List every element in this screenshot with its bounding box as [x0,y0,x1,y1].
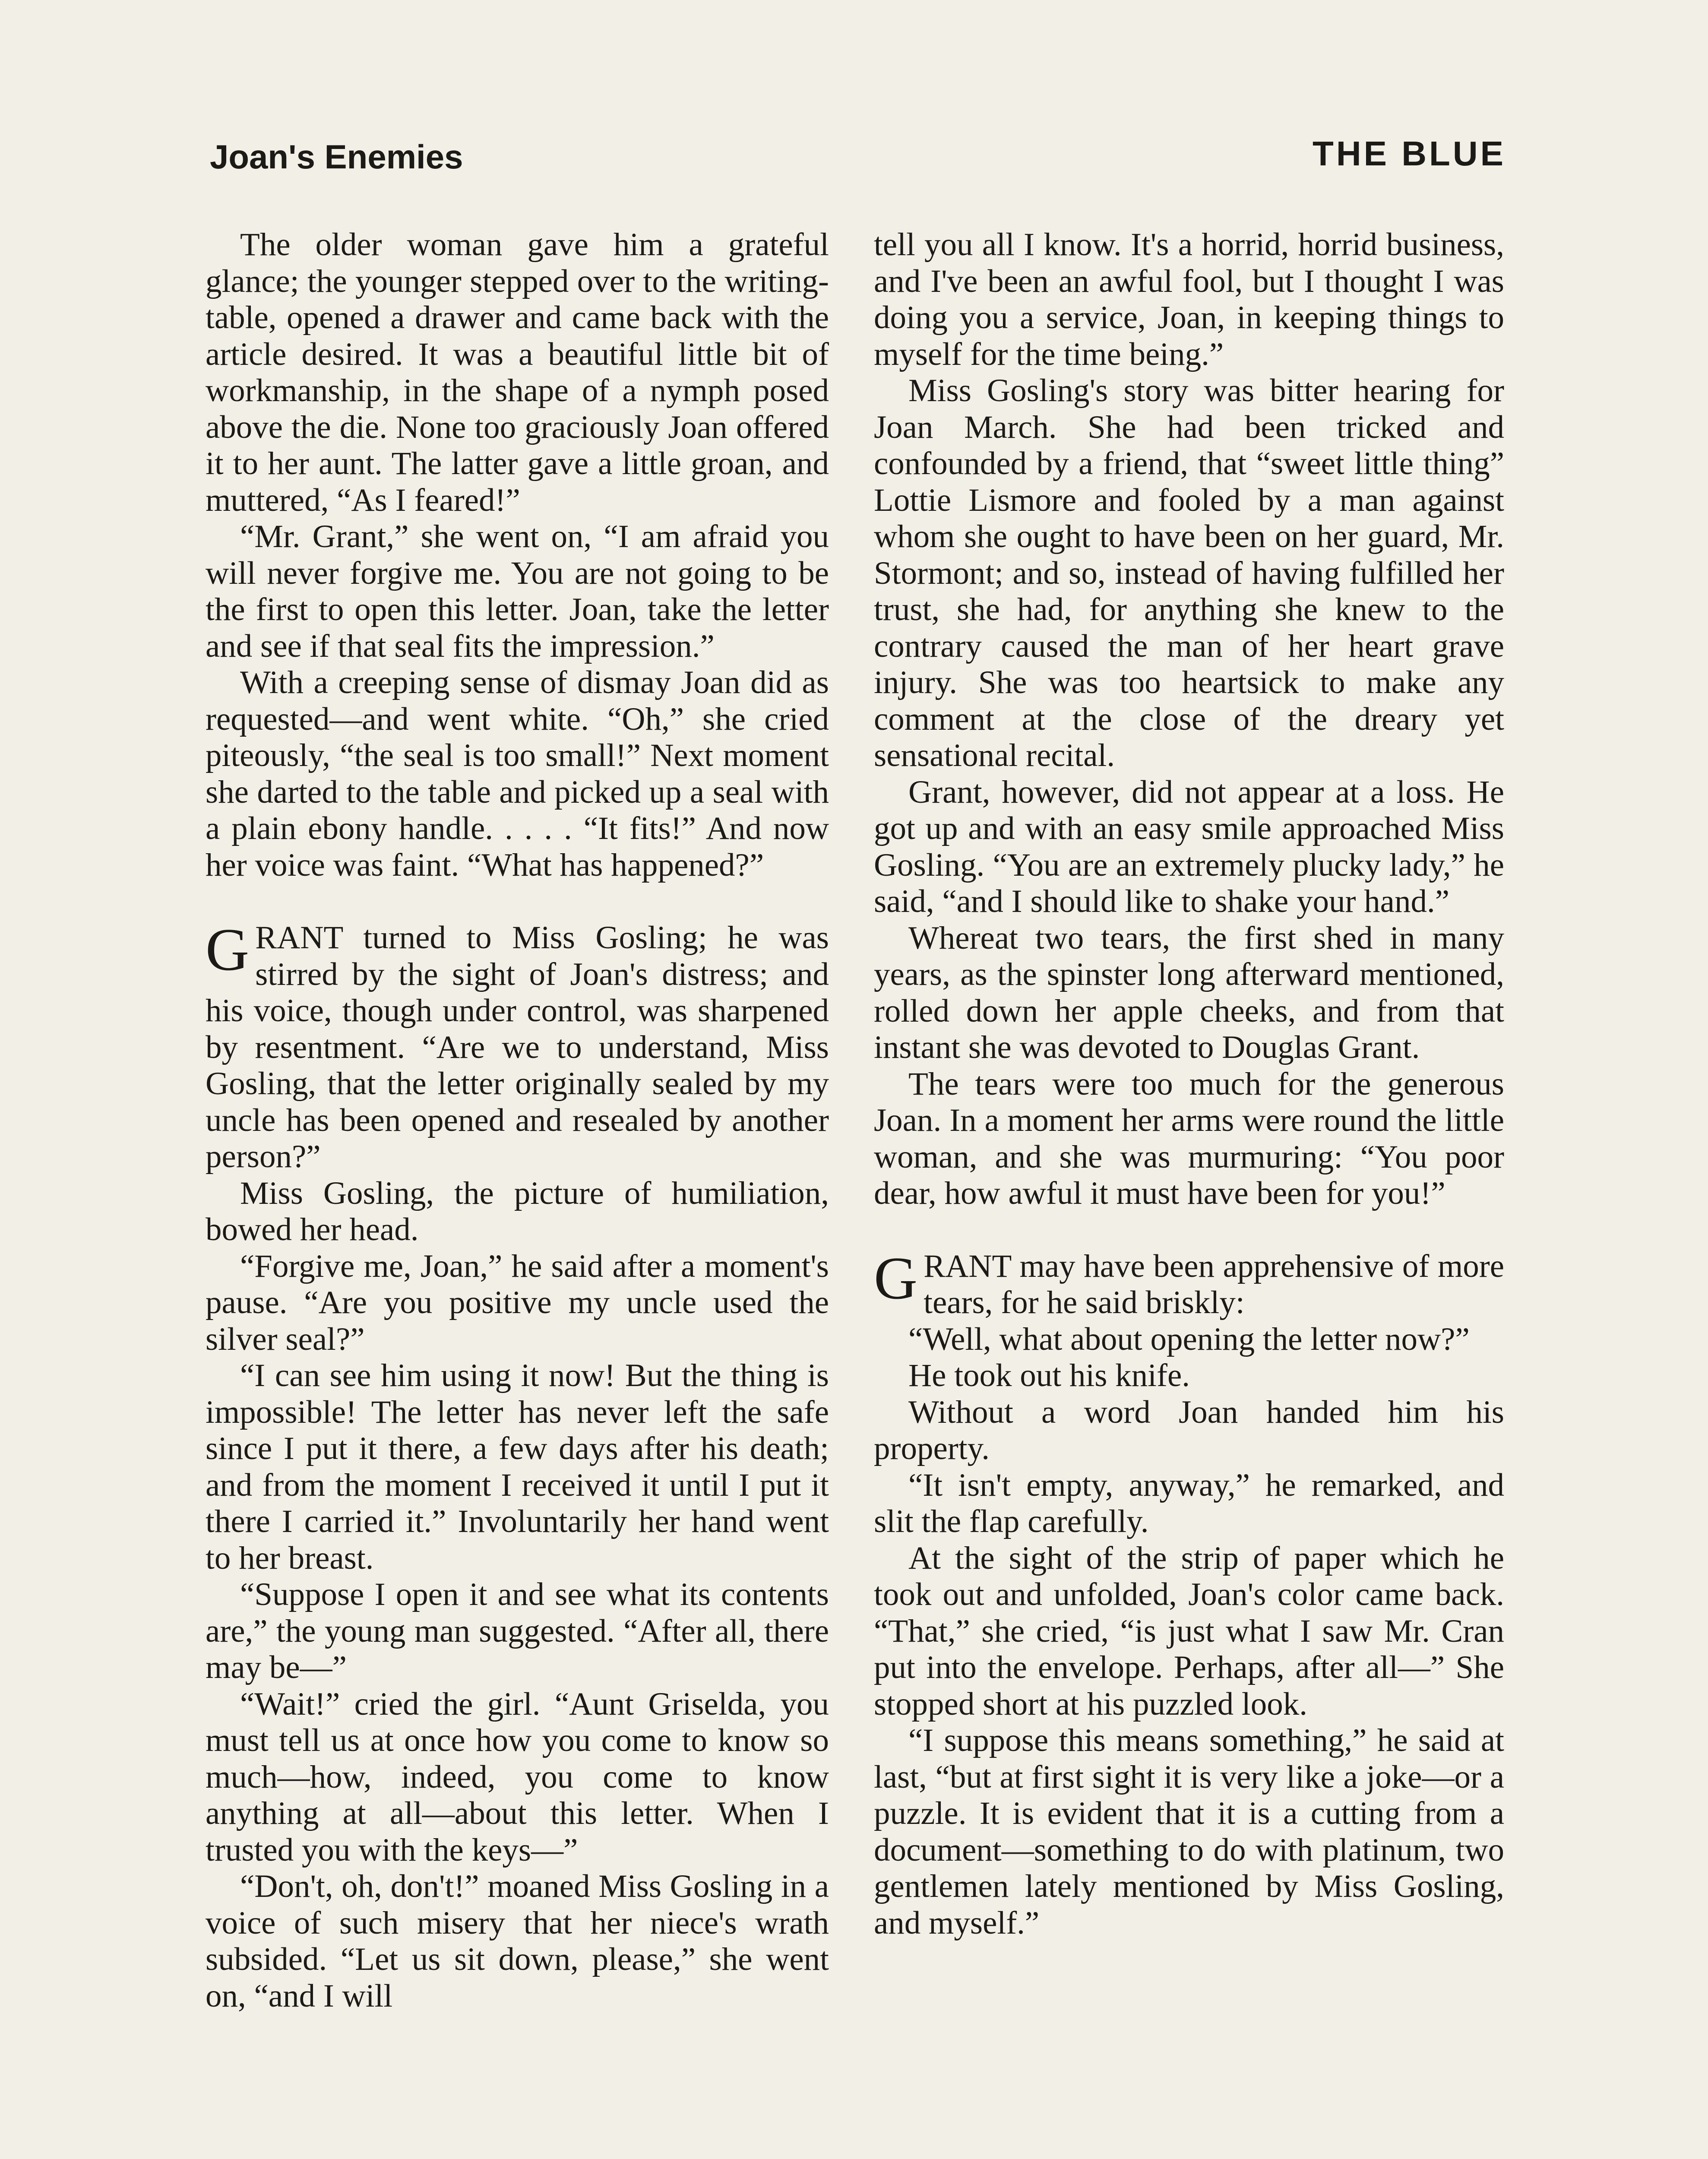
paragraph: At the sight of the strip of paper which he took out and unfolded, Joan's color came back. “That,” she cried, “is just what I saw Mr. Cran put into the envelope. Perhaps, after all—” She stopped short at his puzzled look. [874,1540,1504,1722]
paragraph: Without a word Joan handed him his property. [874,1394,1504,1466]
paragraph-continued: tell you all I know. It's a horrid, horrid business, and I've been an awful fool, but I thought I was doing you a service, Joan, in keeping things to myself for the time being.” [874,227,1504,372]
section-start-paragraph: GRANT may have been apprehensive of more tears, for he said briskly: [874,1244,1504,1320]
running-header-title: Joan's Enemies [210,138,463,176]
paragraph: “Forgive me, Joan,” he said after a moment's pause. “Are you positive my uncle used the silver seal?” [206,1248,829,1357]
paragraph: “Don't, oh, don't!” moaned Miss Gosling in a voice of such misery that her niece's wrath subsided. “Let us sit down, please,” she went on, “and I will [206,1868,829,2014]
paragraph: Whereat two tears, the first shed in many years, as the spinster long afterward mentioned, rolled down her apple cheeks, and from that instant she was devoted to Douglas Grant. [874,920,1504,1065]
paragraph: Miss Gosling's story was bitter hearing for Joan March. She had been tricked and confounded by a friend, that “sweet little thing” Lottie Lismore and fooled by a man against whom she ought to have been on her guard, Mr. Stormont; and so, instead of having fulfilled her trust, she had, for anything she knew to the contrary caused the man of her heart grave injury. She was too heartsick to make any comment at the close of the dreary yet sensational recital. [874,373,1504,773]
paragraph: “Suppose I open it and see what its contents are,” the young man suggested. “After all, there may be—” [206,1577,829,1685]
paragraph: The tears were too much for the generous Joan. In a moment her arms were round the little woman, and she was murmuring: “You poor dear, how awful it must have been for you!” [874,1066,1504,1211]
left-text-column [206,227,829,2014]
running-header-magazine: THE BLUE [1313,134,1506,173]
paragraph: Miss Gosling, the picture of humiliation, bowed her head. [206,1175,829,1247]
paragraph: With a creeping sense of dismay Joan did as requested—and went white. “Oh,” she cried piteously, “the seal is too small!” Next moment she darted to the table and picked up a seal with a plain ebony handle. . . . . “It fits!” And now her voice was faint. “What has happened?” [206,665,829,883]
paragraph: “Wait!” cried the girl. “Aunt Griselda, you must tell us at once how you come to know so much—how, indeed, you come to know anything at all—about this letter. When I trusted you with the keys—” [206,1686,829,1868]
paragraph: “I suppose this means something,” he said at last, “but at first sight it is very like a joke—or a puzzle. It is evident that it is a cutting from a document—something to do with platinum, two gentlemen lately mentioned by Miss Gosling, and myself.” [874,1722,1504,1941]
paragraph: “Well, what about opening the letter now?” [908,1321,1470,1357]
section-start-paragraph: GRANT turned to Miss Gosling; he was stirred by the sight of Joan's distress; and his voice, though under control, was sharpened by resentment. “Are we to understand, Miss Gosling, that the letter originally sealed by my uncle has been opened and resealed by another person?” [206,916,829,1174]
paragraph: The older woman gave him a grateful glance; the younger stepped over to the writing-table, opened a drawer and came back with the article desired. It was a beautiful little bit of workmanship, in the shape of a nymph posed above the die. None too graciously Joan offered it to her aunt. The latter gave a little groan, and muttered, “As I feared!” [206,227,829,518]
paragraph: “I can see him using it now! But the thing is impossible! The letter has never left the safe since I put it there, a few days after his death; and from the moment I received it until I put it there I carried it.” Involuntarily her hand went to her breast. [206,1358,829,1576]
paragraph: “It isn't empty, anyway,” he remarked, and slit the flap carefully. [874,1467,1504,1539]
paragraph: Grant, however, did not appear at a loss. He got up and with an easy smile approached Miss Gosling. “You are an extremely plucky lady,” he said, “and I should like to shake your hand.” [874,774,1504,919]
right-text-column [874,227,1504,1941]
paragraph: He took out his knife. [908,1358,1190,1393]
paragraph: “Mr. Grant,” she went on, “I am afraid you will never forgive me. You are not going to be the first to open this letter. Joan, take the letter and see if that seal fits the impression.” [206,519,829,664]
